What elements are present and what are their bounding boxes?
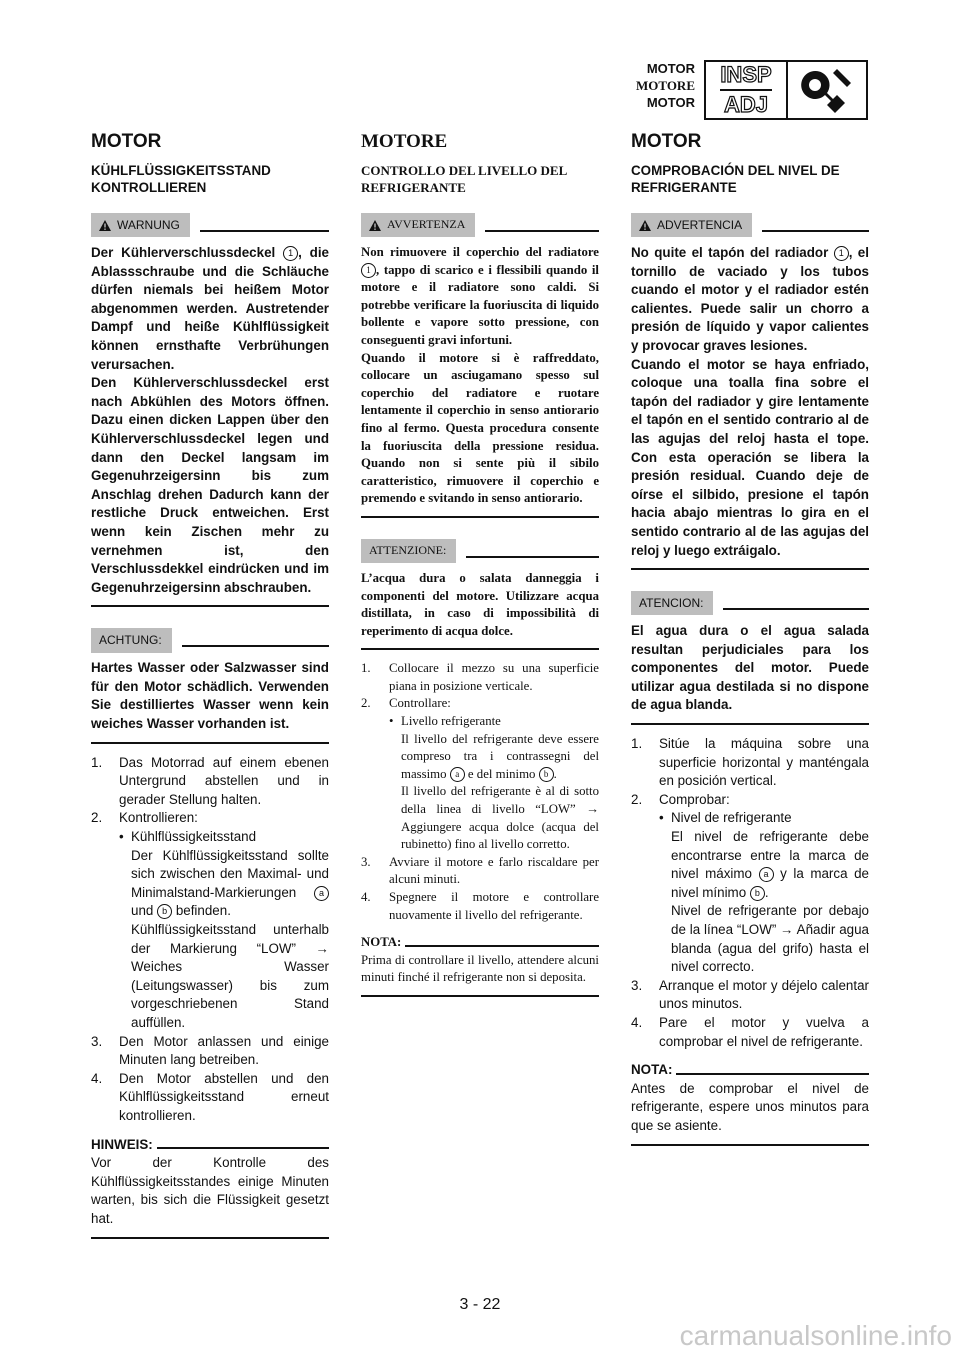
warning-text: Non rimuovere il coperchio del radiatore 1 , tappo di scarico e i flessibili quando il motore e il radiatore sono caldi. Si potrebbe verificare la fuoriuscita di liquido bollente e vapore sotto pressione, con conseguenti gravi infortuni. bbox=[361, 245, 599, 347]
column-subtitle: CONTROLLO DEL LIVELLO DEL REFRIGERANTE bbox=[361, 163, 567, 195]
note-text: Prima di controllare il livello, attendere alcuni minuti finché il refrigerante non si deposita. bbox=[361, 952, 599, 985]
section-word-de: MOTOR bbox=[646, 61, 695, 76]
column-subtitle: KÜHLFLÜSSIGKEITSSTAND KONTROLLIEREN bbox=[91, 163, 271, 195]
warning-text-2: Den Kühlerverschlussdeckel erst nach Abkühlen des Motors öffnen. Dazu einen dicken Lappen über den Kühlerverschlussdeckel legen und dann den Deckel langsam im Gegenuhrzeigersinn bis zum Anschlag drehen Dadurch kann der restliche Druck entweichen. Erst wenn kein Zischen mehr zu vernehmen ist, den Verschlussdekkel eindrücken und im Gegenuhrzeigersinn abschrauben. bbox=[91, 375, 329, 595]
column-title: MOTOR bbox=[91, 131, 162, 152]
note-header: NOTA: bbox=[631, 1061, 869, 1080]
note-text: Antes de comprobar el nivel de refrigerante, espere unos minutos para que se asiente. bbox=[631, 1080, 869, 1133]
note-header: HINWEIS: bbox=[91, 1136, 329, 1155]
caution-label: ATTENZIONE: bbox=[361, 539, 456, 563]
warning-label: AVVERTENZA bbox=[361, 213, 475, 237]
page-number: 3 - 22 bbox=[459, 1296, 501, 1313]
column-spanish bbox=[631, 130, 869, 1168]
step-4: 4. Spegnere il motore e controllare nuovamente il livello del refrigerante. bbox=[361, 890, 599, 922]
step-4: 4. Pare el motor y vuelva a comprobar el nivel de refrigerante. bbox=[631, 1014, 869, 1049]
warning-icon bbox=[639, 220, 651, 231]
step-2: 2. Kontrollieren: • Kühlflüssigkeitsstand Der Kühlflüssigkeitsstand sollte sich zwischen den Maximal- und Minimalstand-Markierungen a und b befinden. Kühlflüssigkeitsstand unterhalb der Markierung “LOW” → Weiches Wasser (Leitungswasser) bis zum vorgeschriebenen Stand auffüllen. bbox=[91, 810, 329, 1030]
note-text: Vor der Kontrolle des Kühlflüssigkeitsstandes einige Minuten warten, bis sich die Flüssigkeit gesetzt hat. bbox=[91, 1155, 329, 1226]
section-word-it: MOTORE bbox=[636, 78, 695, 93]
column-title: MOTOR bbox=[631, 131, 702, 152]
badge-text bbox=[706, 62, 788, 118]
warning-icon bbox=[369, 220, 381, 231]
section-word-es: MOTOR bbox=[646, 95, 695, 110]
step-2: 2. Comprobar: • Nivel de refrigerante El nivel de refrigerante debe encontrarse entre la marca de nivel máximo a y la marca de nivel mínimo b . Nivel de refrigerante por debajo de la línea “LOW” → Añadir agua blanda (agua del grifo) hasta el nivel correcto. bbox=[631, 791, 869, 975]
badge-adj: ADJ bbox=[723, 92, 768, 117]
column-italian bbox=[361, 130, 599, 1019]
column-subtitle: COMPROBACIÓN DEL NIVEL DE REFRIGERANTE bbox=[631, 163, 840, 195]
warning-icon bbox=[99, 220, 111, 231]
warning-header bbox=[91, 214, 329, 236]
warning-text: Der Kühlerverschlussdeckel 1 , die Ablassschraube und die Schläuche dürfen niemals bei heißem Motor abgenommen werden. Austretender Dampf und heiße Kühlflüssigkeit können ernsthafte Verbrühungen verursachen. bbox=[91, 245, 329, 372]
step-1: 1. Das Motorrad auf einem ebenen Untergrund abstellen und in gerader Stellung halten. bbox=[91, 754, 329, 807]
steps-list bbox=[91, 754, 329, 1126]
caution-text: Hartes Wasser oder Salzwasser sind für den Motor schädlich. Verwenden Sie destilliertes Wasser wenn kein weiches Wasser vorhanden ist. bbox=[91, 660, 329, 732]
section-words bbox=[600, 60, 695, 111]
warning-text-2: Quando il motore si è raffreddato, collocare un asciugamano spesso sul coperchio del radiatore e ruotare lentamente il coperchio in senso antiorario fino al fermo. Questa procedura consente la fuoriuscita della pressione residua. Quando non si sente più il sibilo caratteristico, rimuovere il coperchio e premendo e svitando in senso antiorario. bbox=[361, 350, 599, 506]
note-header: NOTA: bbox=[361, 934, 599, 952]
warning-header bbox=[631, 214, 869, 236]
step-3: 3. Den Motor anlassen und einige Minuten lang betreiben. bbox=[91, 1033, 329, 1068]
caution-label: ACHTUNG: bbox=[91, 628, 172, 653]
warning-text: No quite el tapón del radiador 1 , el tornillo de vaciado y los tubos cuando el motor y el radiador estén calientes. Puede salir un chorro a presión de líquido y vapor calientes y provocar graves lesiones. bbox=[631, 245, 869, 353]
caution-header bbox=[631, 592, 869, 614]
steps-list bbox=[631, 735, 869, 1051]
column-german bbox=[91, 130, 329, 1261]
step-1: 1. Collocare il mezzo su una superficie piana in posizione verticale. bbox=[361, 661, 599, 693]
badge-insp: INSP bbox=[720, 62, 772, 87]
warning-label: WARNUNG bbox=[91, 213, 190, 238]
step-1: 1. Sitúe la máquina sobre una superficie horizontal y manténgala en posición vertical. bbox=[631, 736, 869, 789]
warning-label: ADVERTENCIA bbox=[631, 213, 752, 238]
caution-header bbox=[91, 629, 329, 651]
caution-text: L’acqua dura o salata danneggia i componenti del motore. Utilizzare acqua distillata, in caso di impossibilità di reperimento di acqua dolce. bbox=[361, 570, 599, 638]
caution-text: El agua dura o el agua salada resultan perjudiciales para los componentes del motor. Puede utilizar agua destilada si no dispone de agua blanda. bbox=[631, 623, 869, 713]
step-3: 3. Arranque el motor y déjelo calentar unos minutos. bbox=[631, 977, 869, 1012]
wrench-icon bbox=[788, 62, 866, 118]
step-3: 3. Avviare il motore e farlo riscaldare per alcuni minuti. bbox=[361, 854, 599, 887]
caution-label: ATENCION: bbox=[631, 591, 713, 616]
column-title: MOTORE bbox=[361, 131, 448, 152]
warning-text-2: Cuando el motor se haya enfriado, coloque una toalla fina sobre el tapón del radiador y gire lentamente el tapón en el sentido contrario al de las agujas del reloj hasta el tope. Con esta operación se libera la presión residual. Cuando deje de oírse el silbido, presione el tapón hacia abajo mientras lo gira en el sentido contrario al de las agujas del reloj y luego extráigalo. bbox=[631, 356, 869, 558]
insp-adj-badge bbox=[704, 60, 868, 120]
step-2: 2. Controllare: • Livello refrigerante Il livello del refrigerante deve essere compreso tra i contrassegni del massimo a e del minimo b . Il livello del refrigerante è al di sotto della linea di livello “LOW” → Aggiungere acqua dolce (acqua del rubinetto) fino al livello corretto. bbox=[361, 696, 599, 852]
footer-watermark: carmanualsonline.info bbox=[679, 1320, 952, 1351]
caution-header bbox=[361, 540, 599, 562]
step-4: 4. Den Motor abstellen und den Kühlflüssigkeitsstand erneut kontrollieren. bbox=[91, 1070, 329, 1123]
warning-header bbox=[361, 214, 599, 236]
steps-list bbox=[361, 660, 599, 924]
